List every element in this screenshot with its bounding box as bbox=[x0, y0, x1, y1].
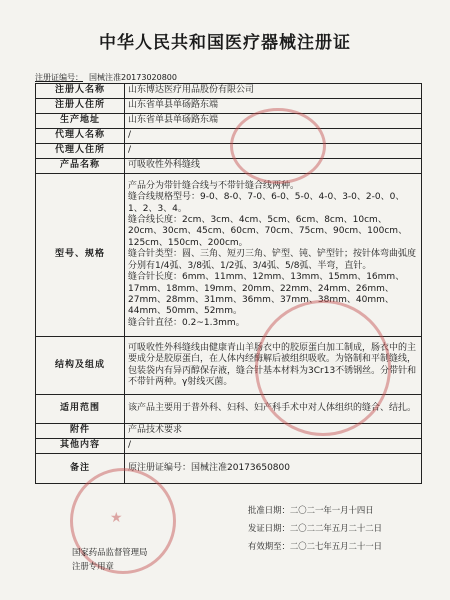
scope-label: 适用范围 bbox=[36, 395, 125, 424]
seal-left-star-icon: ★ bbox=[110, 510, 123, 526]
row-production-address bbox=[36, 114, 422, 129]
registrant-address-value: 山东省单县单砀路东端 bbox=[125, 99, 422, 114]
registrant-value: 山东博达医疗用品股份有限公司 bbox=[125, 84, 422, 99]
seal-left-circle bbox=[70, 468, 176, 574]
page-title: 中华人民共和国医疗器械注册证 bbox=[99, 33, 351, 53]
issuer-org: 国家药品监督管理局 bbox=[72, 547, 148, 557]
registrant-address-label: 注册人住所 bbox=[36, 99, 125, 114]
approval-date: 批准日期：二〇二一年一月十四日 bbox=[248, 505, 374, 515]
agent-value: / bbox=[125, 129, 422, 144]
remarks-value: 原注册证编号：国械注准20173650800 bbox=[125, 454, 422, 484]
row-agent-address bbox=[36, 144, 422, 159]
row-models bbox=[36, 174, 422, 337]
other-value: / bbox=[125, 439, 422, 454]
models-value bbox=[125, 174, 422, 337]
seal-right-circle bbox=[255, 300, 391, 436]
structure-value: 可吸收性外科缝线由健康青山羊肠衣中的胶原蛋白加工制成，肠衣中的主要成分是胶原蛋白，在人体内经酶解后被组织吸收。为铬制和平制缝线，包装袋内有异丙醇保存液，缝合针基本材料为3Cr13不锈钢丝。分带针和不带针两种。γ射线灭菌。 bbox=[125, 337, 422, 395]
registration-number-line bbox=[35, 72, 177, 83]
product-name-value: 可吸收性外科缝线 bbox=[125, 159, 422, 174]
attachment-value: 产品技术要求 bbox=[125, 424, 422, 439]
models-line-4: 缝合针类型：圆、三角、短刃三角、铲型、钝、铲型针；按针体弯曲弧度分别有1/4弧、3/8弧、1/2弧、3/4弧、5/8弧、半弯，直针。 bbox=[128, 249, 417, 271]
certificate-table bbox=[35, 83, 422, 484]
agent-address-label: 代理人住所 bbox=[36, 144, 125, 159]
models-line-6: 缝合针直径：0.2~1.3mm。 bbox=[128, 317, 245, 328]
production-address-label: 生产地址 bbox=[36, 114, 125, 129]
structure-label: 结构及组成 bbox=[36, 337, 125, 395]
models-line-3: 缝合线长度：2cm、3cm、4cm、5cm、6cm、8cm、10cm、20cm、30cm、45cm、60cm、70cm、75cm、90cm、100cm、125cm、150cm、200cm。 bbox=[128, 215, 408, 248]
registration-number-label: 注册证编号： bbox=[35, 73, 83, 82]
issuer-stamp-text: 注册专用章 bbox=[72, 561, 114, 571]
other-label: 其他内容 bbox=[36, 439, 125, 454]
row-attachment bbox=[36, 424, 422, 439]
remarks-label: 备注 bbox=[36, 454, 125, 484]
models-line-2: 缝合线规格型号：9-0、8-0、7-0、6-0、5-0、4-0、3-0、2-0、0、1、2、3、4。 bbox=[128, 192, 405, 214]
production-address-value: 山东省单县单砀路东端 bbox=[125, 114, 422, 129]
expiry-date: 有效期至：二〇二七年五月二十一日 bbox=[248, 541, 382, 551]
models-label: 型号、规格 bbox=[36, 174, 125, 337]
row-other bbox=[36, 439, 422, 454]
agent-address-value: / bbox=[125, 144, 422, 159]
row-product-name bbox=[36, 159, 422, 174]
scope-value: 该产品主要用于普外科、妇科、妇产科手术中对人体组织的缝合、结扎。 bbox=[125, 395, 422, 424]
row-registrant bbox=[36, 84, 422, 99]
models-line-5: 缝合针长度：6mm、11mm、12mm、13mm、15mm、16mm、17mm、18mm、19mm、20mm、22mm、24mm、26mm、27mm、28mm、31mm、36mm、37mm、38mm、40mm、44mm、50mm、52mm。 bbox=[128, 272, 405, 317]
models-line-1: 产品分为带针缝合线与不带针缝合线两种。 bbox=[128, 180, 300, 191]
attachment-label: 附件 bbox=[36, 424, 125, 439]
issue-date: 发证日期：二〇二二年五月二十二日 bbox=[248, 523, 382, 533]
seal-top-circle bbox=[230, 108, 326, 184]
row-agent bbox=[36, 129, 422, 144]
product-name-label: 产品名称 bbox=[36, 159, 125, 174]
registrant-label: 注册人名称 bbox=[36, 84, 125, 99]
agent-label: 代理人名称 bbox=[36, 129, 125, 144]
row-registrant-address bbox=[36, 99, 422, 114]
registration-number-value: 国械注准20173020800 bbox=[89, 73, 177, 82]
